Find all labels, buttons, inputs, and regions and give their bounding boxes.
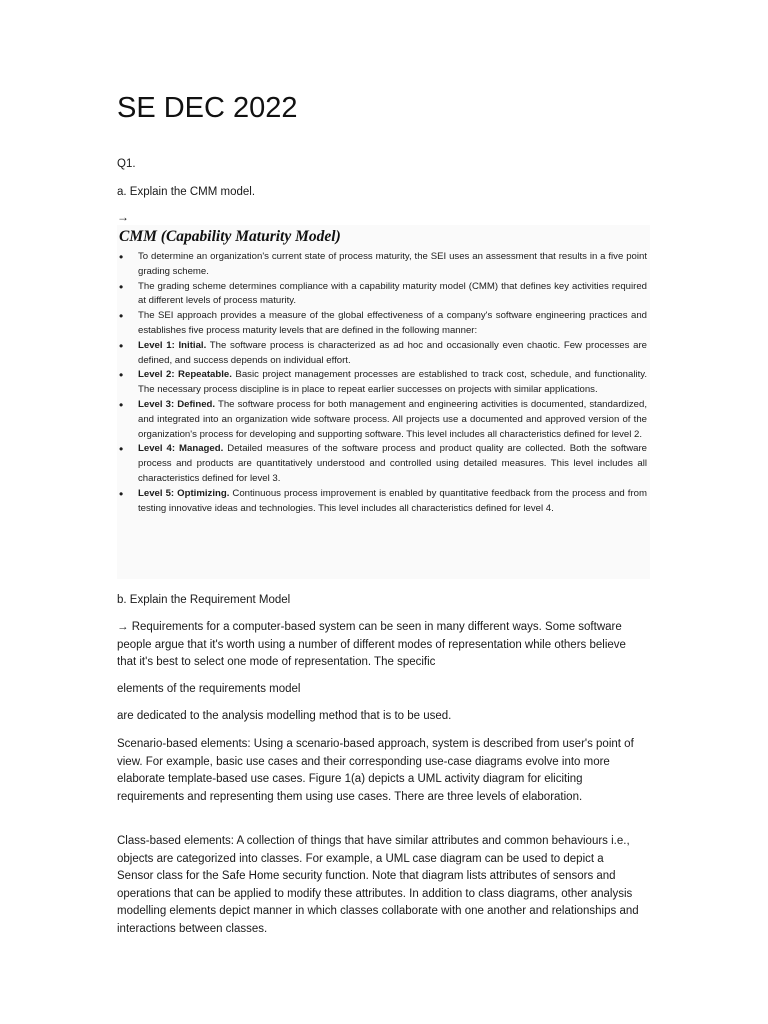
list-item: • Level 2: Repeatable. Basic project management processes are established to track cost, schedule, and functionality. The necessary process discipline is in place to repeat earlier successes on projects with similar applications. bbox=[117, 368, 647, 398]
figure-heading: CMM (Capability Maturity Model) bbox=[119, 228, 341, 245]
level-label: Level 3: Defined. bbox=[138, 398, 216, 410]
cmm-figure bbox=[117, 225, 650, 579]
list-item: • Level 4: Managed. Detailed measures of the software process and product quality are collected. Both the software process and products are quantitatively understood and controlled using detailed measures. This level includes all characteristics defined for level 3. bbox=[117, 442, 647, 486]
level-label: Level 2: Repeatable. bbox=[138, 369, 232, 381]
requirements-elements-line: elements of the requirements model bbox=[117, 683, 301, 695]
requirements-intro-paragraph: → Requirements for a computer-based system can be seen in many different ways. Some software people argue that it's worth using a number of different modes of representation while others believe that it's best to select one mode of representation. The specific bbox=[117, 621, 626, 668]
list-item: • Level 1: Initial. The software process is characterized as ad hoc and occasionally even chaotic. Few processes are defined, and success depends on individual effort. bbox=[117, 339, 647, 369]
level-label: Level 5: Optimizing. bbox=[138, 487, 230, 499]
level-label: Level 4: Managed. bbox=[138, 443, 224, 455]
scenario-based-paragraph: Scenario-based elements: Using a scenario-based approach, system is described from user's point of view. For example, basic use cases and their corresponding use-case diagrams evolve into more elaborate template-based use cases. Figure 1(a) depicts a UML activity diagram for eliciting requirements and representing them using use cases. There are three levels of elaboration. bbox=[117, 738, 634, 803]
question-a: a. Explain the CMM model. bbox=[117, 186, 256, 198]
list-item: • To determine an organization's current state of process maturity, the SEI uses an assessment that results in a five point grading scheme. bbox=[117, 250, 647, 280]
list-item: • Level 3: Defined. The software process for both management and engineering activities is documented, standardized, and integrated into an organization wide software process. All projects use a documented and approved version of the organization's process for developing and supporting software. This level includes all characteristics defined for level 2. bbox=[117, 398, 647, 442]
class-based-paragraph: Class-based elements: A collection of things that have similar attributes and common behaviours i.e., objects are categorized into classes. For example, a UML case diagram can be used to depict a Sensor class for the Safe Home security function. Note that diagram lists attributes of sensors and operations that can be applied to modify these attributes. In addition to class diagrams, other analysis modelling elements depict manner in which classes collaborate with one another and relationships and interactions between classes. bbox=[117, 835, 639, 935]
list-item: • Level 5: Optimizing. Continuous process improvement is enabled by quantitative feedback from the process and from testing innovative ideas and technologies. This level includes all characteristics defined for level 4. bbox=[117, 487, 647, 517]
cmm-bullet-list bbox=[117, 250, 647, 516]
arrow-icon: → bbox=[117, 210, 129, 224]
question-b: b. Explain the Requirement Model bbox=[117, 594, 291, 606]
question-number: Q1. bbox=[117, 158, 136, 170]
page-title: SE DEC 2022 bbox=[117, 92, 298, 124]
list-item: • The SEI approach provides a measure of the global effectiveness of a company's software engineering practices and establishes five process maturity levels that are defined in the following manner: bbox=[117, 309, 647, 339]
level-label: Level 1: Initial. bbox=[138, 339, 207, 351]
list-item: • The grading scheme determines compliance with a capability maturity model (CMM) that defines key activities required at different levels of process maturity. bbox=[117, 280, 647, 310]
requirements-dedicated-line: are dedicated to the analysis modelling method that is to be used. bbox=[117, 710, 452, 722]
